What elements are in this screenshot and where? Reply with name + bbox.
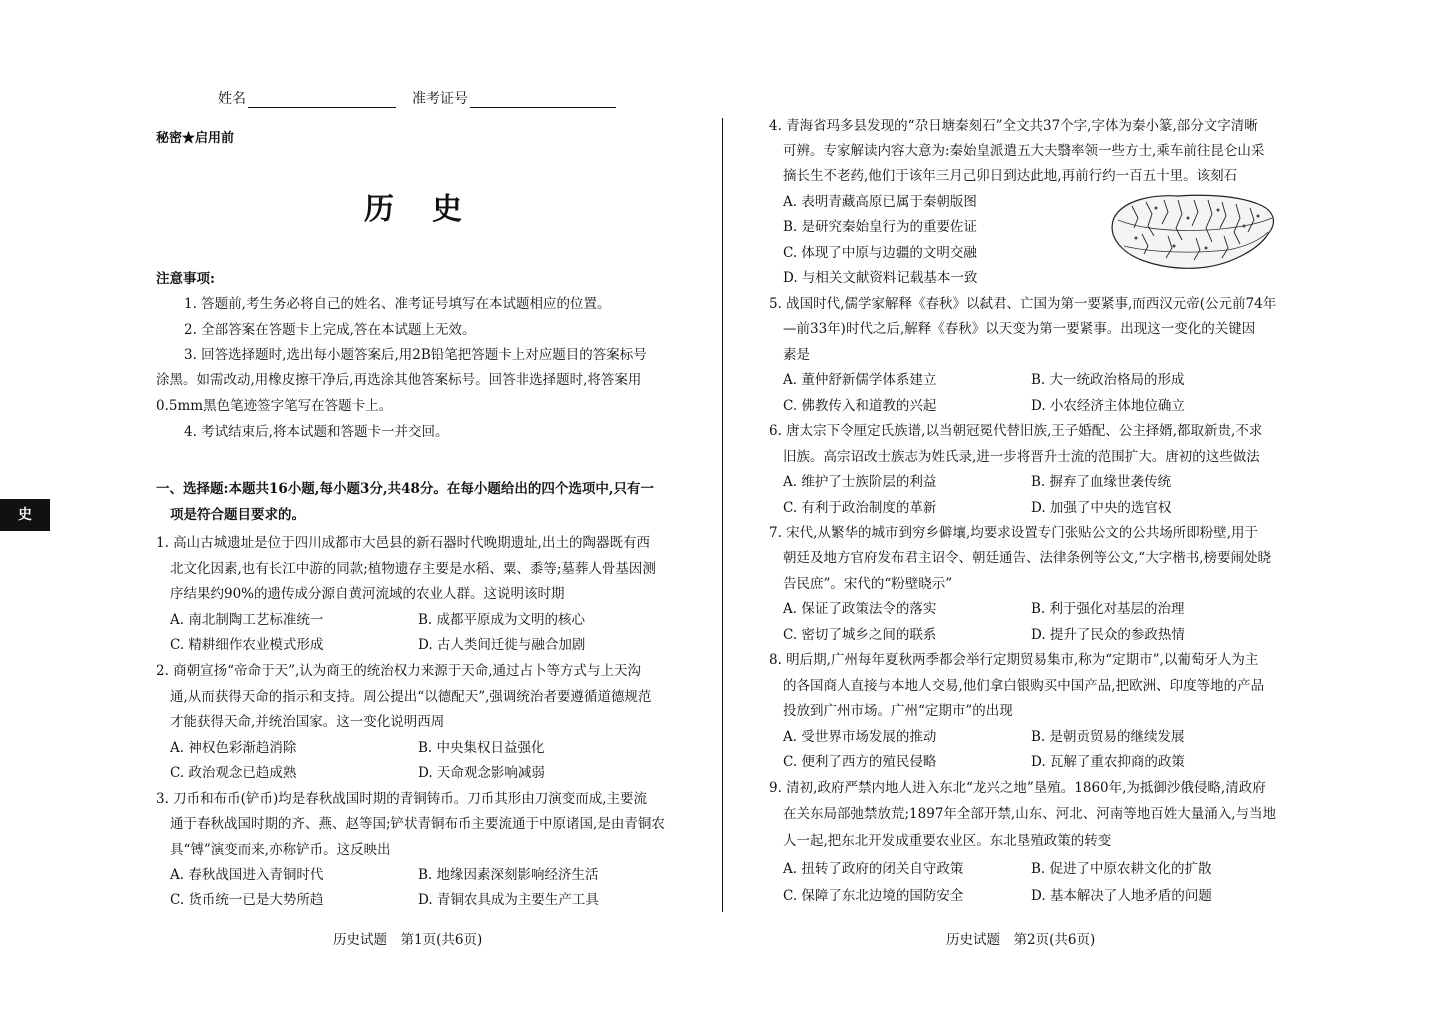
question-3-line: 3. 刀币和布币(铲币)均是春秋战国时期的青铜铸币。刀币其形由刀演变而成,主要流 <box>156 791 647 807</box>
question-4-line: 可辨。专家解读内容大意为:秦始皇派遣五大夫翳率领一些方士,乘车前往昆仑山采 <box>783 143 1265 159</box>
notice-line: 2. 全部答案在答题卡上完成,答在本试题上无效。 <box>184 322 476 338</box>
question-3-option-a: A. 春秋战国进入青铜时代 <box>170 867 324 883</box>
question-8-line: 8. 明后期,广州每年夏秋两季都会举行定期贸易集市,称为“定期市”,以葡萄牙人为主 <box>769 652 1259 668</box>
question-6-line: 6. 唐太宗下令厘定氏族谱,以当朝冠冕代替旧族,王子婚配、公主择婿,都取新贵,不求 <box>769 423 1263 439</box>
question-3-option-b: B. 地缘因素深刻影响经济生活 <box>418 867 599 883</box>
question-1-option-a: A. 南北制陶工艺标准统一 <box>170 612 324 628</box>
question-5-line: 素是 <box>783 347 810 363</box>
question-3-line: 具“镈”演变而来,亦称铲币。这反映出 <box>170 842 391 858</box>
column-divider <box>722 118 723 912</box>
stone-inscription-illustration <box>1108 188 1280 270</box>
question-2-option-a: A. 神权色彩渐趋消除 <box>170 740 297 756</box>
question-8-option-c: C. 便利了西方的殖民侵略 <box>783 754 937 770</box>
question-5-line: —前33年)时代之后,解释《春秋》以天变为第一要紧事。出现这一变化的关键因 <box>783 321 1256 337</box>
section-heading-cont: 项是符合题目要求的。 <box>170 507 305 523</box>
question-7-line: 朝廷及地方官府发布君主诏令、朝廷通告、法律条例等公文,“大字楷书,榜要闹处晓 <box>783 550 1271 566</box>
question-9-line: 人一起,把东北开发成重要农业区。东北垦殖政策的转变 <box>783 833 1112 849</box>
footer-page-2: 历史试题 第2页(共6页) <box>946 932 1096 948</box>
question-3-line: 通于春秋战国时期的齐、燕、赵等国;铲状青铜布币主要流通于中原诸国,是由青铜农 <box>170 816 665 832</box>
question-7-option-c: C. 密切了城乡之间的联系 <box>783 627 937 643</box>
question-7-line: 告民庶”。宋代的“粉壁晓示” <box>783 576 953 592</box>
question-4-line: 4. 青海省玛多县发现的“尕日塘秦刻石”全文共37个字,字体为秦小篆,部分文字清晰 <box>769 118 1258 134</box>
question-6-line: 旧族。高宗诏改士族志为姓氏录,进一步将晋升士流的范围扩大。唐初的这些做法 <box>783 449 1260 465</box>
question-9-option-d: D. 基本解决了人地矛盾的问题 <box>1031 888 1212 904</box>
question-2-option-b: B. 中央集权日益强化 <box>418 740 545 756</box>
question-4-option-c: C. 体现了中原与边疆的文明交融 <box>783 245 977 261</box>
footer-page-1: 历史试题 第1页(共6页) <box>333 932 483 948</box>
question-8-option-a: A. 受世界市场发展的推动 <box>783 729 937 745</box>
question-5-option-b: B. 大一统政治格局的形成 <box>1031 372 1185 388</box>
notice-line: 0.5mm黑色笔迹签字笔写在答题卡上。 <box>156 398 393 414</box>
question-9-line: 在关东局部弛禁放荒;1897年全部开禁,山东、河北、河南等地百姓大量涌入,与当地 <box>783 806 1276 822</box>
question-5-option-d: D. 小农经济主体地位确立 <box>1031 398 1185 414</box>
question-7-line: 7. 宋代,从繁华的城市到穷乡僻壤,均要求设置专门张贴公文的公共场所即粉壁,用于 <box>769 525 1259 541</box>
question-2-line: 才能获得天命,并统治国家。这一变化说明西周 <box>170 714 445 730</box>
question-5-option-a: A. 董仲舒新儒学体系建立 <box>783 372 937 388</box>
subject-side-tab: 史 <box>0 499 50 531</box>
page-title: 历史 <box>364 192 500 227</box>
question-8-option-b: B. 是朝贡贸易的继续发展 <box>1031 729 1185 745</box>
notice-line: 涂黑。如需改动,用橡皮擦干净后,再选涂其他答案标号。回答非选择题时,将答案用 <box>156 372 642 388</box>
question-6-option-c: C. 有利于政治制度的革新 <box>783 500 937 516</box>
question-9-line: 9. 清初,政府严禁内地人进入东北“龙兴之地”垦殖。1860年,为抵御沙俄侵略,清政府 <box>769 780 1266 796</box>
question-3-option-c: C. 货币统一已是大势所趋 <box>170 892 324 908</box>
secret-mark: 秘密★启用前 <box>156 131 235 146</box>
question-9-option-b: B. 促进了中原农耕文化的扩散 <box>1031 861 1212 877</box>
question-4-line: 摘长生不老药,他们于该年三月己卯日到达此地,再前行约一百五十里。该刻石 <box>783 168 1238 184</box>
name-label: 姓名 <box>218 91 246 107</box>
question-4-option-b: B. 是研究秦始皇行为的重要佐证 <box>783 219 978 235</box>
section-heading: 一、选择题:本题共16小题,每小题3分,共48分。在每小题给出的四个选项中,只有一 <box>156 481 655 497</box>
question-8-option-d: D. 瓦解了重农抑商的政策 <box>1031 754 1185 770</box>
question-1-line: 北文化因素,也有长江中游的同款;植物遗存主要是水稻、粟、黍等;墓葬人骨基因测 <box>170 561 656 577</box>
notice-heading: 注意事项: <box>156 271 215 287</box>
question-1-option-c: C. 精耕细作农业模式形成 <box>170 637 324 653</box>
question-6-option-b: B. 摒弃了血缘世袭传统 <box>1031 474 1172 490</box>
question-9-option-c: C. 保障了东北边境的国防安全 <box>783 888 964 904</box>
candidate-info-row <box>218 88 616 108</box>
question-1-option-d: D. 古人类间迁徙与融合加剧 <box>418 637 586 653</box>
notice-line: 1. 答题前,考生务必将自己的姓名、准考证号填写在本试题相应的位置。 <box>184 296 611 312</box>
question-5-option-c: C. 佛教传入和道教的兴起 <box>783 398 937 414</box>
question-2-line: 通,从而获得天命的指示和支持。周公提出“以德配天”,强调统治者要遵循道德规范 <box>170 689 652 705</box>
question-2-option-d: D. 天命观念影响减弱 <box>418 765 545 781</box>
notice-line: 4. 考试结束后,将本试题和答题卡一并交回。 <box>184 424 449 440</box>
question-2-option-c: C. 政治观念已趋成熟 <box>170 765 297 781</box>
question-1-line: 序结果约90%的遗传成分源自黄河流域的农业人群。这说明该时期 <box>170 586 565 602</box>
question-4-option-a: A. 表明青藏高原已属于秦朝版图 <box>783 194 977 210</box>
question-7-option-d: D. 提升了民众的参政热情 <box>1031 627 1185 643</box>
question-2-line: 2. 商朝宣扬“帝命于天”,认为商王的统治权力来源于天命,通过占卜等方式与上天沟 <box>156 663 642 679</box>
question-5-line: 5. 战国时代,儒学家解释《春秋》以弑君、亡国为第一要紧事,而西汉元帝(公元前74年 <box>769 296 1277 312</box>
exam-id-underline <box>470 89 616 108</box>
question-8-line: 的各国商人直接与本地人交易,他们拿白银购买中国产品,把欧洲、印度等地的产品 <box>783 678 1265 694</box>
question-1-option-b: B. 成都平原成为文明的核心 <box>418 612 586 628</box>
name-underline <box>248 89 396 108</box>
question-6-option-a: A. 维护了士族阶层的利益 <box>783 474 937 490</box>
question-4-option-d: D. 与相关文献资料记载基本一致 <box>783 270 978 286</box>
question-7-option-a: A. 保证了政策法令的落实 <box>783 601 937 617</box>
question-7-option-b: B. 利于强化对基层的治理 <box>1031 601 1185 617</box>
question-3-option-d: D. 青铜农具成为主要生产工具 <box>418 892 599 908</box>
question-9-option-a: A. 扭转了政府的闭关自守政策 <box>783 861 964 877</box>
question-8-line: 投放到广州市场。广州“定期市”的出现 <box>783 703 1013 719</box>
exam-id-label: 准考证号 <box>412 91 468 107</box>
notice-line: 3. 回答选择题时,选出每小题答案后,用2B铅笔把答题卡上对应题目的答案标号 <box>184 347 647 363</box>
question-1-line: 1. 高山古城遗址是位于四川成都市大邑县的新石器时代晚期遗址,出土的陶器既有西 <box>156 535 650 551</box>
question-6-option-d: D. 加强了中央的选官权 <box>1031 500 1172 516</box>
